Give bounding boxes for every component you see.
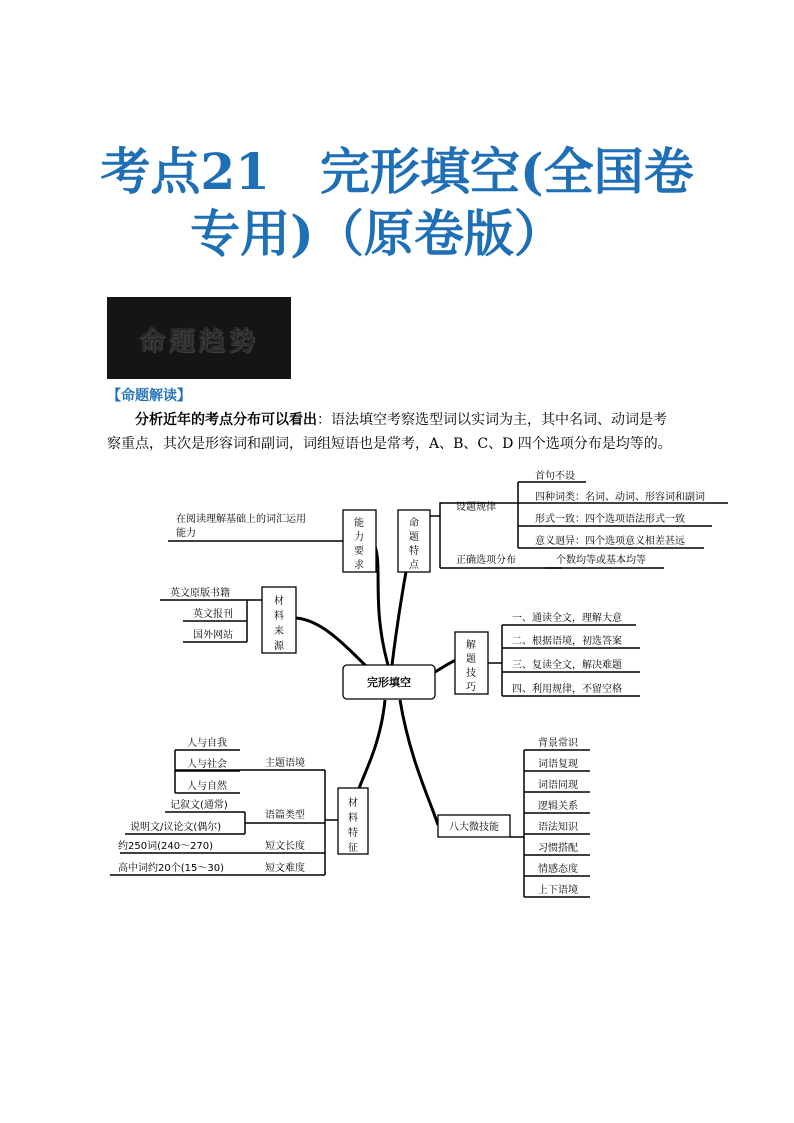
length-title: 短文长度 — [265, 841, 305, 852]
genre-item-2: 说明文/议论文(偶尔) — [130, 822, 222, 833]
material-label-3: 特 — [348, 828, 358, 839]
ability-label-3: 要 — [354, 546, 364, 557]
difficulty-title: 短文难度 — [265, 863, 305, 874]
skills-label-2: 题 — [466, 654, 476, 665]
eight-skills-title: 八大微技能 — [449, 822, 499, 833]
intro-paragraph-line-2: 察重点，其次是形容词和副词，词组短语也是常考，A、B、C、D 四个选项分布是均等的。 — [107, 436, 672, 452]
topic-title: 主题语境 — [265, 758, 305, 769]
skills-label-4: 巧 — [466, 682, 476, 693]
skills-label-1: 解 — [466, 640, 476, 651]
section-heading: 【命题解读】 — [107, 388, 191, 404]
ability-label-4: 求 — [354, 560, 364, 571]
material-label-4: 征 — [348, 843, 358, 854]
eight-item-5: 语法知识 — [538, 822, 578, 833]
source-label-2: 料 — [274, 611, 284, 622]
dist-title: 正确选项分布 — [456, 555, 516, 566]
source-item-3: 国外网站 — [193, 630, 233, 641]
skill-item-4: 四、利用规律，不留空格 — [512, 684, 622, 695]
paragraph-lead: 分析近年的考点分布可以看出 — [135, 412, 317, 428]
ability-label-2: 力 — [354, 532, 364, 543]
rule-2: 四种词类：名词、动词、形容词和副词 — [535, 492, 705, 503]
skills-label-3: 技 — [466, 668, 476, 679]
material-label-1: 材 — [348, 798, 358, 809]
difficulty-value: 高中词约20个(15～30) — [118, 863, 224, 874]
length-value: 约250词(240～270) — [118, 841, 214, 852]
source-label-4: 源 — [274, 641, 284, 652]
eight-item-1: 背景常识 — [538, 738, 578, 749]
banner-label: 命题趋势 — [138, 327, 259, 357]
eight-item-8: 上下语境 — [538, 885, 578, 896]
ability-leaf-line-2: 能力 — [176, 528, 196, 539]
features-label-2: 题 — [409, 532, 419, 543]
eight-item-4: 逻辑关系 — [538, 801, 578, 812]
ability-label-1: 能 — [354, 518, 364, 529]
skill-item-2: 二、根据语境，初选答案 — [512, 636, 622, 647]
page-title-line-2: 专用)（原卷版） — [190, 204, 564, 263]
topic-item-3: 人与自然 — [187, 781, 227, 792]
features-label-1: 命 — [409, 518, 419, 529]
ability-leaf-line-1: 在阅读理解基础上的词汇运用 — [176, 514, 306, 525]
eight-item-2: 词语复现 — [538, 759, 578, 770]
topic-item-1: 人与自我 — [187, 738, 227, 749]
source-label-3: 来 — [274, 626, 284, 637]
skill-item-1: 一、通读全文，理解大意 — [512, 613, 622, 624]
features-label-3: 特 — [409, 546, 419, 557]
rule-4: 意义迥异：四个选项意义相差甚远 — [535, 536, 685, 547]
genre-title: 语篇类型 — [265, 810, 305, 821]
eight-item-6: 习惯搭配 — [538, 843, 578, 854]
rule-3: 形式一致：四个选项语法形式一致 — [535, 514, 685, 525]
rule-title: 设题规律 — [456, 502, 496, 513]
dist-value: 个数均等或基本均等 — [556, 555, 646, 566]
genre-item-1: 记叙文(通常) — [170, 800, 228, 811]
topic-item-2: 人与社会 — [187, 759, 227, 770]
rule-1: 首句不设 — [535, 471, 575, 482]
features-label-4: 点 — [409, 560, 419, 571]
paragraph-line1-rest: ：语法填空考察选型词以实词为主，其中名词、动词是考 — [317, 412, 667, 428]
source-label-1: 材 — [274, 596, 284, 607]
center-label: 完形填空 — [367, 676, 411, 689]
eight-item-7: 情感态度 — [538, 864, 578, 875]
source-item-1: 英文原版书籍 — [170, 588, 230, 599]
page-title-line-1: 考点21 完形填空(全国卷 — [100, 142, 694, 201]
source-item-2: 英文报刊 — [193, 609, 233, 620]
material-label-2: 料 — [348, 813, 358, 824]
skill-item-3: 三、复读全文，解决难题 — [512, 660, 622, 671]
eight-item-3: 词语同现 — [538, 780, 578, 791]
